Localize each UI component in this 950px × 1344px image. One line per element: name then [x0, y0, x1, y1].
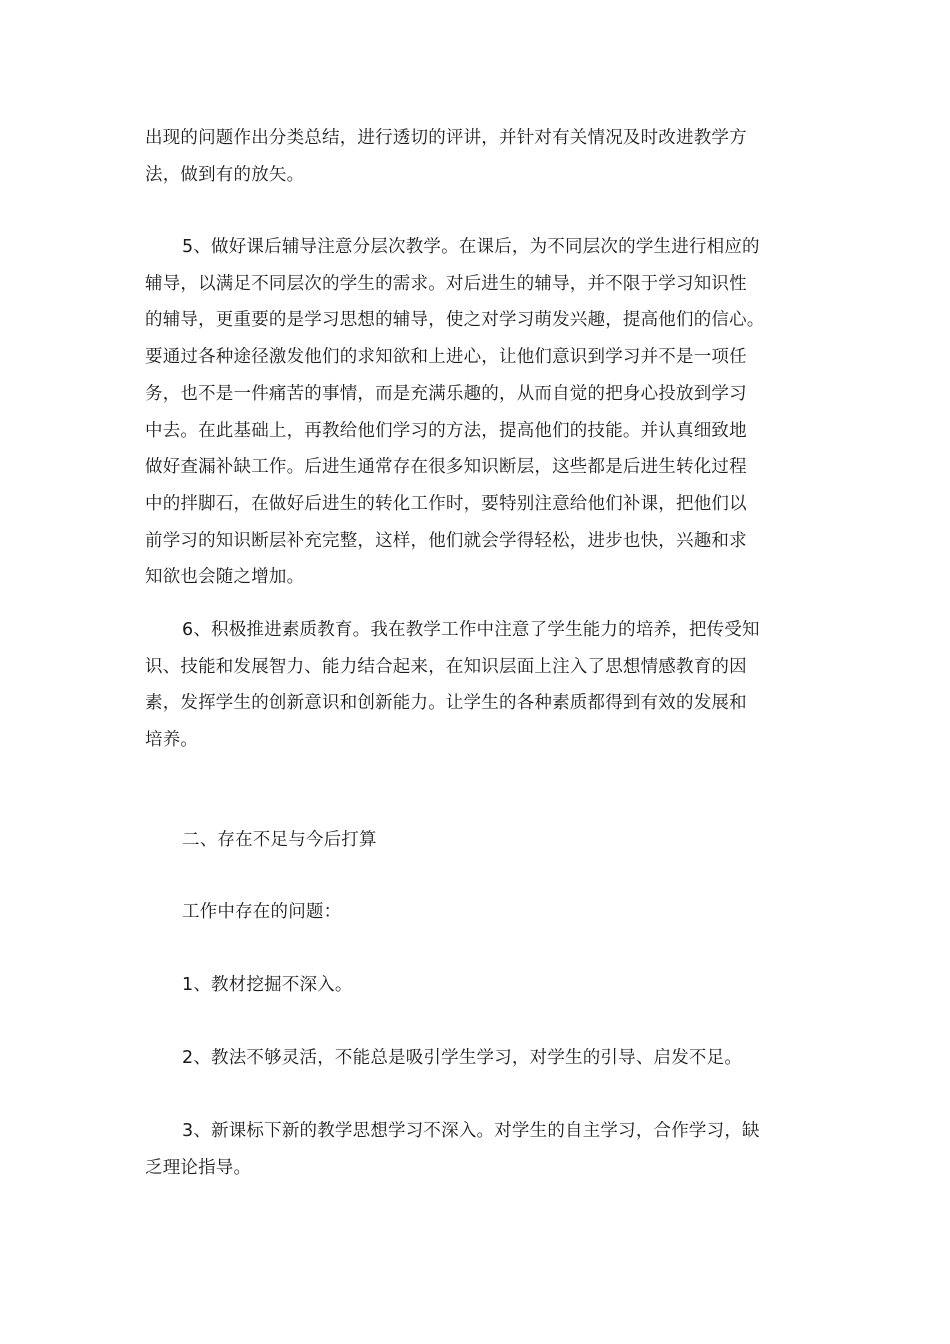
- text-line: 识、技能和发展智力、能力结合起来，在知识层面上注入了思想情感教育的因: [145, 656, 747, 677]
- text-line: 2、教法不够灵活，不能总是吸引学生学习，对学生的引导、启发不足。: [182, 1048, 743, 1068]
- paragraph-problem-2: [145, 1040, 825, 1077]
- text-line: 3、新课标下新的教学思想学习不深入。对学生的自主学习，合作学习，缺: [182, 1121, 760, 1141]
- text-line: 培养。: [145, 730, 199, 751]
- text-line: 出现的问题作出分类总结，进行透切的评讲，并针对有关情况及时改进教学方: [145, 128, 747, 148]
- text-line: 工作中存在的问题：: [182, 902, 342, 922]
- text-line: 做好查漏补缺工作。后进生通常存在很多知识断层，这些都是后进生转化过程: [145, 457, 747, 478]
- text-line: 素，发挥学生的创新意识和创新能力。让学生的各种素质都得到有效的发展和: [145, 693, 747, 714]
- text-line: 二、存在不足与今后打算: [182, 830, 377, 850]
- text-line: 乏理论指导。: [145, 1157, 252, 1178]
- paragraph-item-6: [145, 612, 825, 759]
- paragraph-problem-1: [145, 967, 825, 1004]
- section-heading: [145, 822, 825, 859]
- text-line: 5、做好课后辅导注意分层次教学。在课后，为不同层次的学生进行相应的: [182, 237, 760, 257]
- paragraph-item-5: [145, 229, 825, 596]
- text-line: 法，做到有的放矢。: [145, 164, 305, 185]
- text-line: 中去。在此基础上，再教给他们学习的方法，提高他们的技能。并认真细致地: [145, 420, 747, 441]
- text-line: 要通过各种途径激发他们的求知欲和上进心，让他们意识到学习并不是一项任: [145, 347, 747, 368]
- text-line: 的辅导，更重要的是学习思想的辅导，使之对学习萌发兴趣，提高他们的信心。: [145, 310, 765, 331]
- text-line: 辅导，以满足不同层次的学生的需求。对后进生的辅导，并不限于学习知识性: [145, 273, 747, 294]
- paragraph-continuation: [145, 120, 825, 193]
- text-line: 知欲也会随之增加。: [145, 567, 305, 588]
- paragraph-problem-3: [145, 1113, 825, 1186]
- text-line: 6、积极推进素质教育。我在教学工作中注意了学生能力的培养，把传受知: [182, 620, 760, 640]
- text-line: 1、教材挖掘不深入。: [182, 975, 353, 995]
- text-line: 中的拌脚石，在做好后进生的转化工作时，要特别注意给他们补课，把他们以: [145, 493, 747, 514]
- text-line: 务，也不是一件痛苦的事情，而是充满乐趣的，从而自觉的把身心投放到学习: [145, 383, 747, 404]
- paragraph-problems-intro: [145, 894, 825, 931]
- text-line: 前学习的知识断层补充完整，这样，他们就会学得轻松，进步也快，兴趣和求: [145, 530, 747, 551]
